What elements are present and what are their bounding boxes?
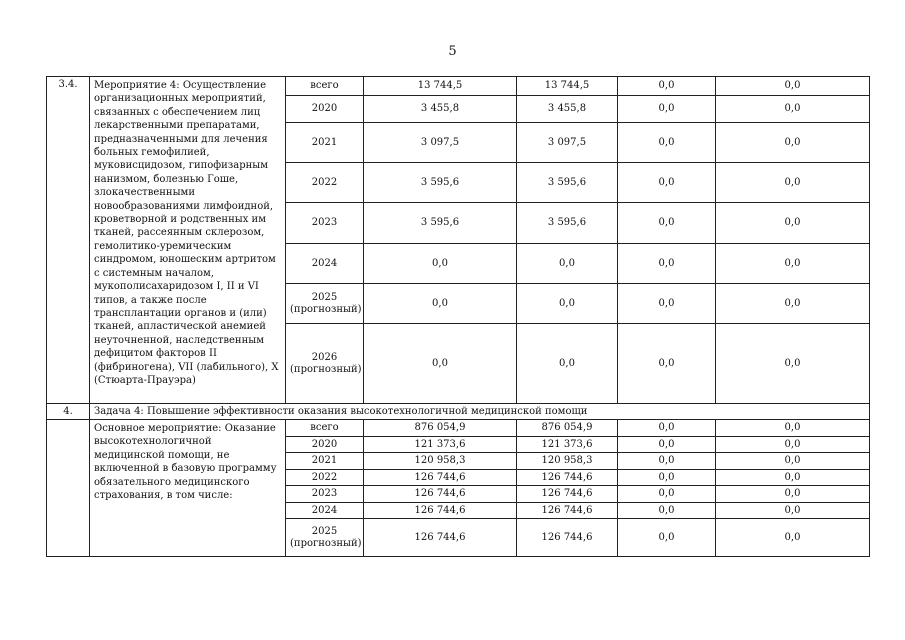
value-cell: 3 595,6 — [517, 203, 618, 244]
value-cell: 876 054,9 — [364, 420, 517, 437]
value-cell: 0,0 — [618, 470, 716, 486]
value-cell: 3 455,8 — [364, 96, 517, 123]
section-number: 3.4. — [47, 77, 90, 404]
value-cell: 0,0 — [716, 519, 870, 557]
forecast-note: (прогнозный) — [290, 303, 362, 315]
year-cell: 2022 — [286, 163, 364, 203]
value-cell: 126 744,6 — [364, 519, 517, 557]
value-cell: 0,0 — [716, 123, 870, 163]
value-cell: 0,0 — [364, 284, 517, 324]
year-cell: 2020 — [286, 96, 364, 123]
year-cell: 2021 — [286, 453, 364, 470]
table-row — [47, 77, 870, 96]
year-label: 2025 — [311, 291, 338, 303]
value-cell: 13 744,5 — [364, 77, 517, 96]
value-cell: 126 744,6 — [364, 503, 517, 519]
value-cell: 120 958,3 — [364, 453, 517, 470]
value-cell: 126 744,6 — [364, 486, 517, 503]
task-number: 4. — [47, 404, 90, 420]
value-cell: 13 744,5 — [517, 77, 618, 96]
task-title: Задача 4: Повышение эффективности оказания высокотехнологичной медицинской помощи — [90, 404, 870, 420]
main-activity-description: Основное мероприятие: Оказание высокотехнологичной медицинской помощи, не включенной в базовую программу обязательного медицинского страхования, в том числе: — [90, 420, 286, 557]
value-cell: 0,0 — [716, 503, 870, 519]
value-cell: 0,0 — [618, 503, 716, 519]
value-cell: 0,0 — [618, 96, 716, 123]
value-cell: 0,0 — [716, 420, 870, 437]
value-cell: 0,0 — [517, 324, 618, 404]
value-cell: 0,0 — [716, 324, 870, 404]
value-cell: 0,0 — [618, 203, 716, 244]
value-cell: 0,0 — [716, 437, 870, 453]
page-number: 5 — [448, 44, 457, 59]
value-cell: 0,0 — [618, 437, 716, 453]
year-cell: 2024 — [286, 503, 364, 519]
value-cell: 0,0 — [716, 486, 870, 503]
value-cell: 0,0 — [716, 203, 870, 244]
value-cell: 126 744,6 — [517, 470, 618, 486]
year-cell: 2023 — [286, 203, 364, 244]
task-row — [47, 404, 870, 420]
year-cell — [286, 324, 364, 404]
budget-table — [46, 76, 870, 557]
value-cell: 0,0 — [618, 77, 716, 96]
value-cell: 121 373,6 — [364, 437, 517, 453]
year-cell: 2020 — [286, 437, 364, 453]
forecast-note: (прогнозный) — [290, 363, 362, 375]
value-cell: 126 744,6 — [517, 519, 618, 557]
value-cell: 3 595,6 — [364, 163, 517, 203]
value-cell: 0,0 — [517, 244, 618, 284]
year-cell: всего — [286, 420, 364, 437]
year-cell: 2022 — [286, 470, 364, 486]
value-cell: 0,0 — [618, 244, 716, 284]
value-cell: 0,0 — [618, 486, 716, 503]
year-cell: 2024 — [286, 244, 364, 284]
value-cell: 0,0 — [364, 324, 517, 404]
value-cell: 3 097,5 — [364, 123, 517, 163]
value-cell: 126 744,6 — [517, 486, 618, 503]
value-cell: 0,0 — [716, 77, 870, 96]
year-cell: 2021 — [286, 123, 364, 163]
forecast-note: (прогнозный) — [290, 537, 362, 549]
activity-description: Мероприятие 4: Осуществление организационных мероприятий, связанных с обеспечением лиц лекарственными препаратами, предназначенными для лечения больных гемофилией, муковисцидозом, гипофизарным нанизмом, болезнью Гоше, злокачественными новообразованиями лимфоидной, кроветворной и родственных им тканей, рассеянным склерозом, гемолитико-уремическим синдромом, юношеским артритом с системным началом, мукополисахаридозом I, II и VI типов, а также после трансплантации органов и (или) тканей, апластической анемией неуточненной, наследственным дефицитом факторов II (фибриногена), VII (лабильного), X (Стюарта-Прауэра) — [90, 77, 286, 404]
value-cell: 0,0 — [716, 244, 870, 284]
value-cell: 3 595,6 — [364, 203, 517, 244]
value-cell: 0,0 — [618, 163, 716, 203]
value-cell: 0,0 — [618, 453, 716, 470]
value-cell: 121 373,6 — [517, 437, 618, 453]
value-cell: 126 744,6 — [364, 470, 517, 486]
year-cell: всего — [286, 77, 364, 96]
value-cell: 876 054,9 — [517, 420, 618, 437]
year-cell: 2023 — [286, 486, 364, 503]
year-label: 2026 — [311, 351, 338, 363]
table-row — [47, 420, 870, 437]
value-cell: 126 744,6 — [517, 503, 618, 519]
empty-cell — [47, 420, 90, 557]
value-cell: 0,0 — [716, 284, 870, 324]
value-cell: 0,0 — [716, 96, 870, 123]
value-cell: 0,0 — [364, 244, 517, 284]
value-cell: 0,0 — [618, 420, 716, 437]
value-cell: 3 097,5 — [517, 123, 618, 163]
value-cell: 3 595,6 — [517, 163, 618, 203]
year-cell — [286, 519, 364, 557]
year-label: 2025 — [311, 525, 338, 537]
value-cell: 0,0 — [618, 284, 716, 324]
value-cell: 3 455,8 — [517, 96, 618, 123]
value-cell: 0,0 — [517, 284, 618, 324]
value-cell: 0,0 — [618, 324, 716, 404]
value-cell: 0,0 — [716, 163, 870, 203]
value-cell: 0,0 — [716, 453, 870, 470]
value-cell: 0,0 — [618, 123, 716, 163]
value-cell: 120 958,3 — [517, 453, 618, 470]
value-cell: 0,0 — [716, 470, 870, 486]
value-cell: 0,0 — [618, 519, 716, 557]
year-cell — [286, 284, 364, 324]
